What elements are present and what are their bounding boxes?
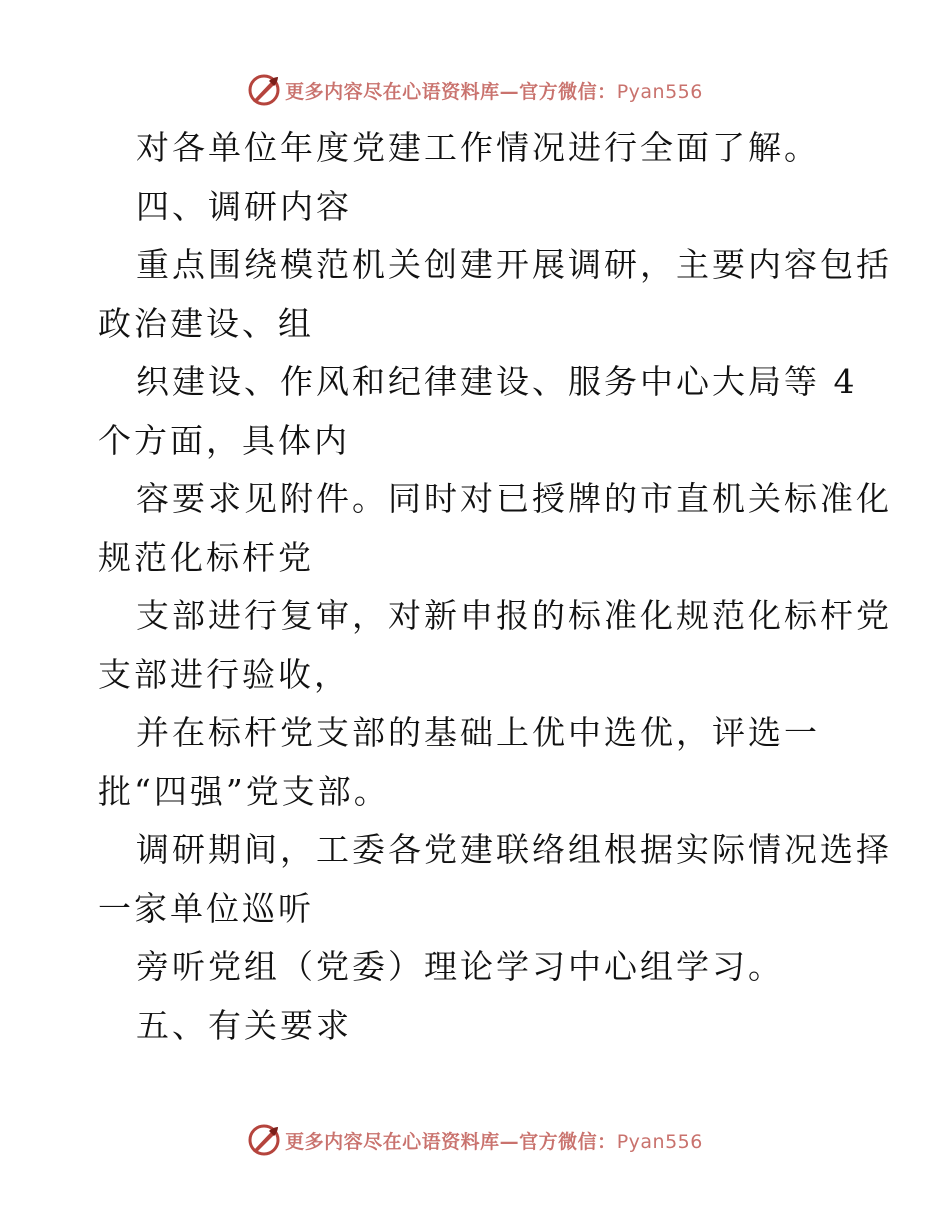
paragraph-line: 并在标杆党支部的基础上优中选优，评选一 [136, 713, 820, 752]
paragraph-line: 个方面，具体内 [98, 420, 350, 460]
watermark-separator: — [499, 1130, 520, 1153]
paragraph-line: 旁听党组（党委）理论学习中心组学习。 [136, 947, 784, 986]
paragraph-line: 政治建设、组 [98, 303, 314, 343]
quill-seal-icon [247, 1123, 281, 1157]
document-body [98, 119, 892, 1055]
paragraph-line: 支部进行复审，对新申报的标准化规范化标杆党 [136, 596, 892, 635]
watermark-text [285, 1127, 703, 1154]
watermark-separator: — [499, 80, 520, 103]
section-heading-four: 四、调研内容 [136, 186, 352, 226]
footer-watermark [0, 1120, 950, 1160]
paragraph-line: 批“四强”党支部。 [98, 771, 390, 811]
watermark-brand: 更多内容尽在心语资料库 [285, 80, 500, 103]
watermark-brand: 更多内容尽在心语资料库 [285, 1130, 500, 1153]
section-heading-five: 五、有关要求 [136, 1005, 352, 1045]
watermark-text [285, 77, 703, 104]
paragraph-line: 对各单位年度党建工作情况进行全面了解。 [136, 128, 820, 167]
paragraph-line: 织建设、作风和纪律建设、服务中心大局等 4 [136, 362, 858, 401]
paragraph-line: 一家单位巡听 [98, 888, 314, 928]
watermark-contact-label: 官方微信： [519, 1130, 617, 1153]
paragraph-line: 规范化标杆党 [98, 537, 314, 577]
header-watermark [0, 70, 950, 110]
paragraph-line: 支部进行验收， [98, 654, 350, 694]
watermark-contact-label: 官方微信： [519, 80, 617, 103]
watermark-handle: Pyan556 [616, 1130, 703, 1153]
paragraph-line: 容要求见附件。同时对已授牌的市直机关标准化 [136, 479, 892, 518]
paragraph-line: 重点围绕模范机关创建开展调研，主要内容包括 [136, 245, 892, 284]
quill-seal-icon [247, 73, 281, 107]
paragraph-line: 调研期间，工委各党建联络组根据实际情况选择 [136, 830, 892, 869]
watermark-handle: Pyan556 [616, 80, 703, 103]
